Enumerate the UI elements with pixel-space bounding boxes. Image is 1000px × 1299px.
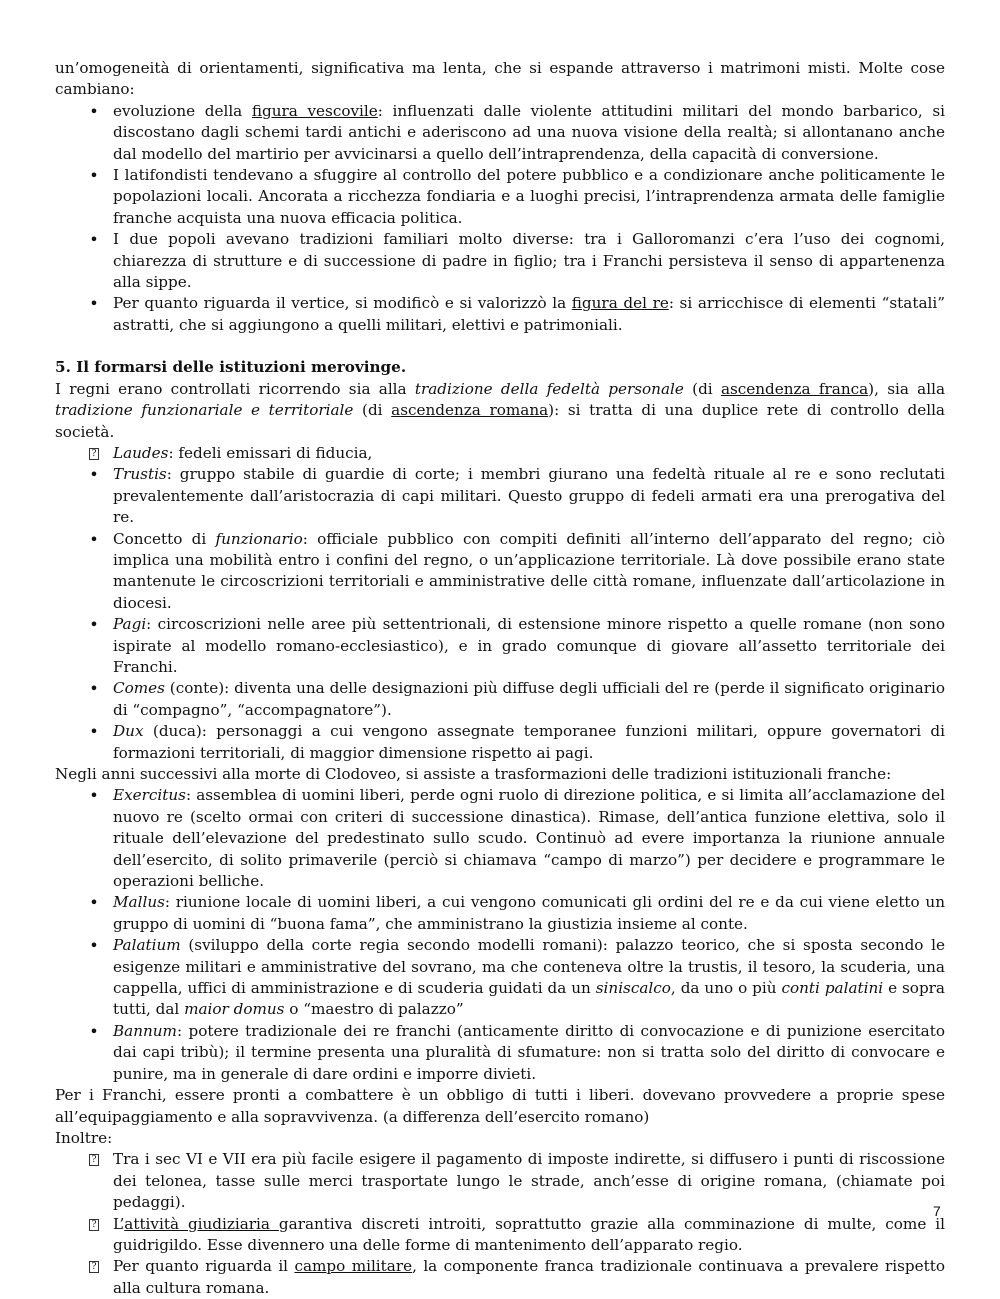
list-item: • Bannum: potere tradizionale dei re franchi (anticamente diritto di convocazione e di punizione esercitato dai capi tribù); il termine presenta una pluralità di sfumature: non si tratta solo del diritto di convocare e punire, ma in generale di dare ordini e imporre divieti. [113, 1021, 945, 1085]
bullet-icon [87, 678, 101, 700]
section-paragraph: I regni erano controllati ricorrendo sia alla tradizione della fedeltà personale (di ascendenza franca), sia alla tradizione funzionariale e territoriale (di ascendenza romana): si tratta di una duplice rete di controllo della società. [55, 379, 946, 441]
missing-glyph-icon: ? [89, 1154, 99, 1166]
list-item: • Concetto di funzionario: officiale pubblico con compiti definiti all’interno dell’apparato del regno; ciò implica una mobilità entro i confini del regno, o un’applicazione territoriale. Là dove possibile erano state mantenute le circoscrizioni territoriali e amministrative delle città romane, influenzate dall’articolazione in diocesi. [113, 529, 945, 615]
transformations-list [55, 785, 945, 1085]
missing-glyph-icon: ? [89, 448, 99, 460]
bullet-icon [87, 785, 101, 807]
list-item: • Dux (duca): personaggi a cui vengono assegnate temporanee funzioni militari, oppure governatori di formazioni territoriali, di maggior dimensione rispetto ai pagi. [113, 721, 945, 764]
intro-paragraph: un’omogeneità di orientamenti, significativa ma lenta, che si espande attraverso i matrimoni misti. Molte cose cambiano: [55, 59, 945, 99]
missing-glyph-icon: ? [89, 1219, 99, 1231]
list-item: ? L’attività giudiziaria garantiva discreti introiti, soprattutto grazie alla comminazione di multe, come il guidrigildo. Esse divennero una delle forme di mantenimento dell’apparato regio. [113, 1214, 945, 1257]
list-item: • I due popoli avevano tradizioni familiari molto diverse: tra i Galloromanzi c’era l’uso dei cognomi, chiarezza di strutture e di successione di padre in figlio; tra i Franchi persisteva il senso di appartenenza alla sippe. [113, 229, 945, 293]
bullet-icon [87, 464, 101, 486]
list-item: • I latifondisti tendevano a sfuggire al controllo del potere pubblico e a condizionare anche politicamente le popolazioni locali. Ancorata a ricchezza fondiaria e a luoghi precisi, l’intraprendenza armata delle famiglie franche acquista una nuova efficacia politica. [113, 165, 945, 229]
bullet-icon [87, 892, 101, 914]
bullet-icon [87, 101, 101, 123]
list-item: • Per quanto riguarda il vertice, si modificò e si valorizzò la figura del re: si arricchisce di elementi “statali” astratti, che si aggiungono a quelli militari, elettivi e patrimoniali. [113, 293, 945, 336]
bullet-icon [87, 293, 101, 315]
missing-glyph-icon: ? [89, 1261, 99, 1273]
list-item: • Exercitus: assemblea di uomini liberi, perde ogni ruolo di direzione politica, e si limita all’acclamazione del nuovo re (scelto ormai con criteri di successione dinastica). Rimase, dell’antica funzione elettiva, solo il rituale dell’elevazione del predestinato sullo scudo. Continuò ad evere importanza la riunione annuale dell’esercito, di solito primaverile (perciò si chiamava “campo di marzo”) per decidere e programmare le operazioni belliche. [113, 785, 945, 892]
list-item: • Trustis: gruppo stabile di guardie di corte; i membri giurano una fedeltà rituale al re e sono reclutati prevalentemente dall’aristocrazia di capi militari. Questo gruppo di fedeli armati era una prerogativa del re. [113, 464, 945, 528]
list-item: • Palatium (sviluppo della corte regia secondo modelli romani): palazzo teorico, che si sposta secondo le esigenze militari e amministrative del sovrano, ma che conteneva oltre la trustis, il tesoro, la scuderia, una cappella, uffici di amministrazione e di scuderia guidati da un siniscalco, da uno o più conti palatini e sopra tutti, dal maior domus o “maestro di palazzo” [113, 935, 945, 1021]
list-item: • Comes (conte): diventa una delle designazioni più diffuse degli ufficiali del re (perde il significato originario di “compagno”, “accompagnatore”). [113, 678, 945, 721]
bullet-icon [87, 529, 101, 551]
franks-paragraph: Per i Franchi, essere pronti a combattere è un obbligo di tutti i liberi. dovevano provvedere a proprie spese all’equipaggiamento e alla sopravvivenza. (a differenza dell’esercito romano) [55, 1086, 945, 1126]
bullet-icon [87, 935, 101, 957]
list-item: ? Per quanto riguarda il campo militare, la componente franca tradizionale continuava a prevalere rispetto alla cultura romana. [113, 1256, 945, 1299]
bullet-icon [87, 229, 101, 251]
additional-list [55, 1149, 945, 1299]
list-item: ? Laudes: fedeli emissari di fiducia, [113, 443, 945, 464]
institutions-list [55, 443, 945, 764]
inoltre-label: Inoltre: [55, 1128, 113, 1147]
bullet-icon [87, 614, 101, 636]
page-number: 7 [933, 1203, 941, 1219]
list-item: • evoluzione della figura vescovile: influenzati dalle violente attitudini militari del mondo barbarico, si discostano dagli schemi tardi antichi e aderiscono ad una nuova visione della realtà; si allontanano anche dal modello del martirio per avvicinarsi a quello dell’intraprendenza, della capacità di conversione. [113, 101, 945, 165]
changes-list [55, 101, 945, 336]
bullet-icon [87, 165, 101, 187]
list-item: • Mallus: riunione locale di uomini liberi, a cui vengono comunicati gli ordini del re e da cui viene eletto un gruppo di uomini di “buona fama”, che amministrano la giustizia insieme al conte. [113, 892, 945, 935]
list-item: ? Tra i sec VI e VII era più facile esigere il pagamento di imposte indirette, si diffusero i punti di riscossione dei telonea, tasse sulle merci trasportate lungo le strade, anch’esse di origine romana, (chiamate poi pedaggi). [113, 1149, 945, 1213]
section-heading: 5. Il formarsi delle istituzioni merovinge. [55, 358, 407, 377]
bullet-icon [87, 721, 101, 743]
bullet-icon [87, 1021, 101, 1043]
document-page [55, 58, 945, 1299]
transition-paragraph: Negli anni successivi alla morte di Clodoveo, si assiste a trasformazioni delle tradizioni istituzionali franche: [55, 765, 892, 783]
list-item: • Pagi: circoscrizioni nelle aree più settentrionali, di estensione minore rispetto a quelle romane (non sono ispirate al modello romano-ecclesiastico), e in grado comunque di giovare all’assetto territoriale dei Franchi. [113, 614, 945, 678]
